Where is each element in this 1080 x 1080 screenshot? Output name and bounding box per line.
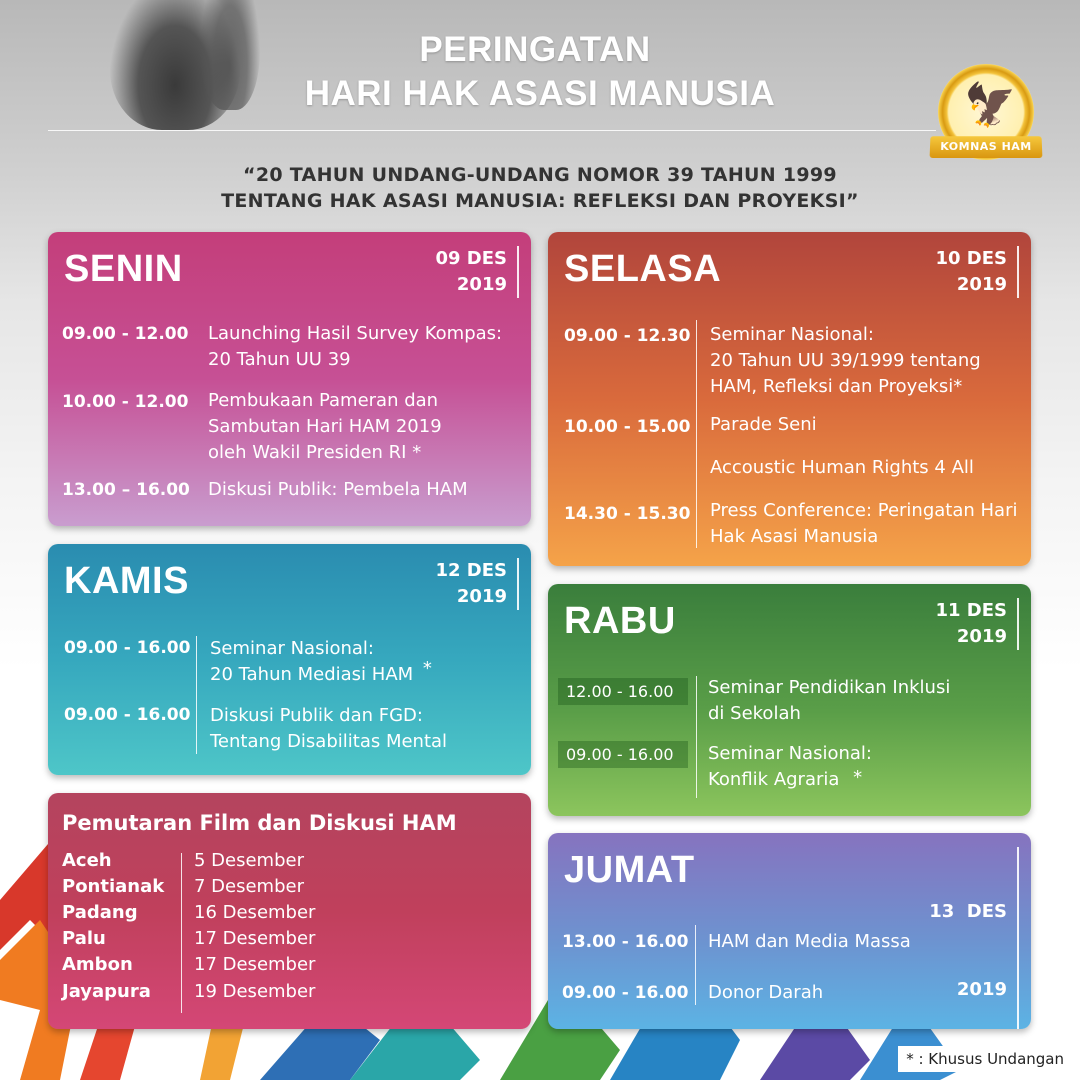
film-date: 5 Desember: [194, 850, 304, 871]
invite-only-mark: *: [422, 658, 432, 679]
event-line: [210, 658, 432, 688]
card-kamis: [48, 544, 531, 775]
event-description: [708, 675, 950, 727]
event-line: HAM, Refleksi dan Proyeksi*: [710, 376, 963, 397]
film-date: 7 Desember: [194, 876, 304, 897]
day-title: JUMAT: [564, 849, 695, 891]
event-time: 13.00 – 16.00: [62, 480, 190, 500]
date-year: 2019: [956, 626, 1007, 647]
event-description: [208, 321, 502, 373]
event-description: [710, 322, 981, 400]
film-city: Pontianak: [62, 876, 165, 897]
event-line: Diskusi Publik: Pembela HAM: [208, 479, 468, 500]
film-city: Palu: [62, 928, 106, 949]
date-day-month: 13 DES: [929, 901, 1007, 922]
logo-label: KOMNAS HAM: [930, 136, 1043, 158]
card-selasa: [548, 232, 1031, 566]
invite-only-mark: *: [853, 767, 863, 788]
film-city: Jayapura: [62, 981, 151, 1002]
date-day-month: 09 DES: [435, 248, 507, 269]
card-jumat: [548, 833, 1031, 1029]
column-divider: [695, 925, 696, 1005]
date-day-month: 11 DES: [935, 600, 1007, 621]
day-title: RABU: [564, 600, 676, 642]
day-date: [435, 246, 519, 298]
event-time: 14.30 - 15.30: [564, 504, 691, 524]
header-divider: [48, 130, 936, 131]
komnas-ham-logo: [930, 64, 1042, 168]
event-line: Press Conference: Peringatan Hari: [710, 500, 1018, 521]
column-divider: [696, 676, 697, 798]
page-subtitle: [0, 162, 1080, 214]
footnote-invite-only: * : Khusus Undangan: [898, 1046, 1072, 1072]
day-title: SENIN: [64, 248, 183, 290]
column-divider: [196, 636, 197, 754]
event-line: Seminar Pendidikan Inklusi: [708, 677, 951, 698]
event-line: Seminar Nasional:: [210, 638, 374, 659]
event-time: 09.00 - 16.00: [64, 705, 191, 725]
event-line: Seminar Nasional:: [710, 324, 874, 345]
day-date: [929, 847, 1019, 1029]
event-description: [708, 741, 872, 793]
garuda-emblem-icon: 🦅: [964, 80, 1017, 129]
event-time: 09.00 - 16.00: [558, 741, 688, 768]
event-description: [710, 412, 974, 481]
day-date: [935, 246, 1019, 298]
event-time: 09.00 - 16.00: [562, 983, 689, 1003]
event-line: Seminar Nasional:: [708, 743, 872, 764]
event-time: 12.00 - 16.00: [558, 678, 688, 705]
event-description: [210, 703, 447, 755]
film-date: 17 Desember: [194, 954, 316, 975]
event-line: Pembukaan Pameran dan: [208, 390, 439, 411]
event-description: HAM dan Media Massa: [708, 931, 911, 952]
film-date: 17 Desember: [194, 928, 316, 949]
date-year: 2019: [456, 586, 507, 607]
event-line: Accoustic Human Rights 4 All: [710, 457, 974, 478]
column-divider: [181, 853, 182, 1013]
event-line: Parade Seni: [710, 414, 817, 435]
film-date: 19 Desember: [194, 981, 316, 1002]
event-line: Tentang Disabilitas Mental: [210, 731, 448, 752]
event-description: [208, 477, 468, 503]
event-time: 10.00 - 15.00: [564, 417, 691, 437]
date-day-month: 10 DES: [935, 248, 1007, 269]
film-date: 16 Desember: [194, 902, 316, 923]
film-title: Pemutaran Film dan Diskusi HAM: [62, 811, 457, 835]
event-line: Launching Hasil Survey Kompas:: [208, 323, 503, 344]
event-line: Hak Asasi Manusia: [710, 526, 879, 547]
event-line-text: 20 Tahun Mediasi HAM: [210, 664, 414, 685]
event-description: [208, 388, 442, 466]
date-year: 2019: [956, 979, 1007, 1000]
film-city: Padang: [62, 902, 138, 923]
event-description: [210, 636, 432, 688]
event-line: [708, 767, 872, 793]
date-day-month: 12 DES: [435, 560, 507, 581]
event-line: Sambutan Hari HAM 2019: [208, 416, 442, 437]
card-senin: [48, 232, 531, 526]
page-title-line2: HARI HAK ASASI MANUSIA: [304, 74, 776, 113]
date-year: 2019: [956, 274, 1007, 295]
subtitle-line2: TENTANG HAK ASASI MANUSIA: REFLEKSI DAN PROYEKSI”: [221, 190, 859, 212]
column-divider: [696, 320, 697, 548]
event-time: 09.00 - 16.00: [64, 638, 191, 658]
event-line: 20 Tahun UU 39: [208, 349, 351, 370]
page-title-line1: PERINGATAN: [419, 30, 651, 69]
event-time: 10.00 - 12.00: [62, 392, 189, 412]
event-line: oleh Wakil Presiden RI *: [208, 442, 422, 463]
event-description: [710, 498, 1017, 550]
card-film-screening: [48, 793, 531, 1029]
date-year: 2019: [456, 274, 507, 295]
event-time: 13.00 - 16.00: [562, 932, 689, 952]
card-rabu: [548, 584, 1031, 816]
day-title: SELASA: [564, 248, 722, 290]
page-header: [0, 28, 1080, 116]
event-line: 20 Tahun UU 39/1999 tentang: [710, 350, 981, 371]
film-city: Aceh: [62, 850, 112, 871]
day-date: [435, 558, 519, 610]
subtitle-line1: “20 TAHUN UNDANG-UNDANG NOMOR 39 TAHUN 1999: [243, 164, 837, 186]
day-date: [935, 598, 1019, 650]
event-time: 09.00 - 12.30: [564, 326, 691, 346]
event-description: Donor Darah: [708, 982, 824, 1003]
day-title: KAMIS: [64, 560, 189, 602]
film-city: Ambon: [62, 954, 133, 975]
event-line: di Sekolah: [708, 703, 801, 724]
event-line-text: Konflik Agraria: [708, 769, 840, 790]
event-line: Diskusi Publik dan FGD:: [210, 705, 423, 726]
event-time: 09.00 - 12.00: [62, 324, 189, 344]
